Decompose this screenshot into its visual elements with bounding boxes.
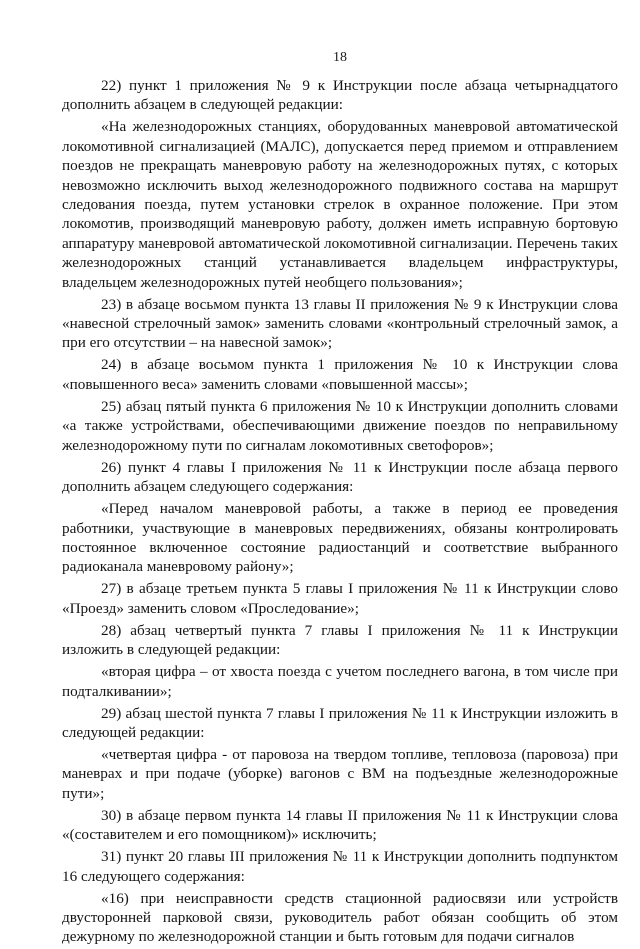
document-page — [62, 50, 618, 949]
paragraph-26: 26) пункт 4 главы I приложения № 11 к Инструкции после абзаца первого дополнить абзацем следующего содержания: — [62, 458, 618, 496]
paragraph-28: 28) абзац четвертый пункта 7 главы I приложения № 11 к Инструкции изложить в следующей редакции: — [62, 621, 618, 659]
paragraph-27: 27) в абзаце третьем пункта 5 главы I приложения № 11 к Инструкции слово «Проезд» заменить словом «Проследование»; — [62, 580, 618, 617]
page-number: 18 — [333, 50, 347, 65]
paragraph-26-quote: «Перед началом маневровой работы, а также в период ее проведения работники, участвующие в маневровых передвижениях, обязаны контролировать постоянное включенное состояние радиостанций и соответствие выбранного радиоканала маневровому району»; — [62, 500, 618, 576]
paragraph-31: 31) пункт 20 главы III приложения № 11 к Инструкции дополнить подпунктом 16 следующего содержания: — [62, 848, 618, 885]
paragraph-29-quote: «четвертая цифра - от паровоза на твердом топливе, тепловоза (паровоза) при маневрах и при подаче (уборке) вагонов с ВМ на подъездные железнодорожные пути»; — [62, 745, 618, 802]
paragraph-28-quote: «вторая цифра – от хвоста поезда с учетом последнего вагона, в том числе при подталкивании»; — [62, 663, 618, 700]
paragraph-23: 23) в абзаце восьмом пункта 13 главы II приложения № 9 к Инструкции слова «навесной стрелочный замок» заменить словами «контрольный стрелочный замок, а при его отсутствии – на навесной замок»; — [62, 295, 618, 352]
paragraph-31-quote: «16) при неисправности средств стационной радиосвязи или устройств двусторонней парковой связи, руководитель работ обязан сообщить об этом дежурному по железнодорожной станции и быть готовым для подачи сигналов — [62, 889, 618, 946]
paragraph-22: 22) пункт 1 приложения № 9 к Инструкции после абзаца четырнадцатого дополнить абзацем в следующей редакции: — [62, 77, 618, 114]
paragraph-25: 25) абзац пятый пункта 6 приложения № 10 к Инструкции дополнить словами «а также устройствами, обеспечивающими движение поездов по неправильному железнодорожному пути по сигналам локомотивных светофоров»; — [62, 397, 618, 454]
paragraph-29: 29) абзац шестой пункта 7 главы I приложения № 11 к Инструкции изложить в следующей редакции: — [62, 704, 618, 741]
paragraph-22-quote: «На железнодорожных станциях, оборудованных маневровой автоматической локомотивной сигнализацией (МАЛС), допускается перед приемом и отправлением поездов не прекращать маневровую работу на железнодорожных путях, с которых невозможно исключить выход железнодорожного подвижного состава на маршрут следования поезда, путем установки стрелок в охранное положение. При этом локомотив, производящий маневровую работу, должен иметь исправную бортовую аппаратуру маневровой автоматической локомотивной сигнализации. Перечень таких железнодорожных станций устанавливается владельцем инфраструктуры, владельцем железнодорожных путей необщего пользования»; — [62, 118, 618, 291]
paragraph-24: 24) в абзаце восьмом пункта 1 приложения № 10 к Инструкции слова «повышенного веса» заменить словами «повышенной массы»; — [62, 356, 618, 393]
paragraph-30: 30) в абзаце первом пункта 14 главы II приложения № 11 к Инструкции слова «(составителем и его помощником)» исключить; — [62, 806, 618, 844]
